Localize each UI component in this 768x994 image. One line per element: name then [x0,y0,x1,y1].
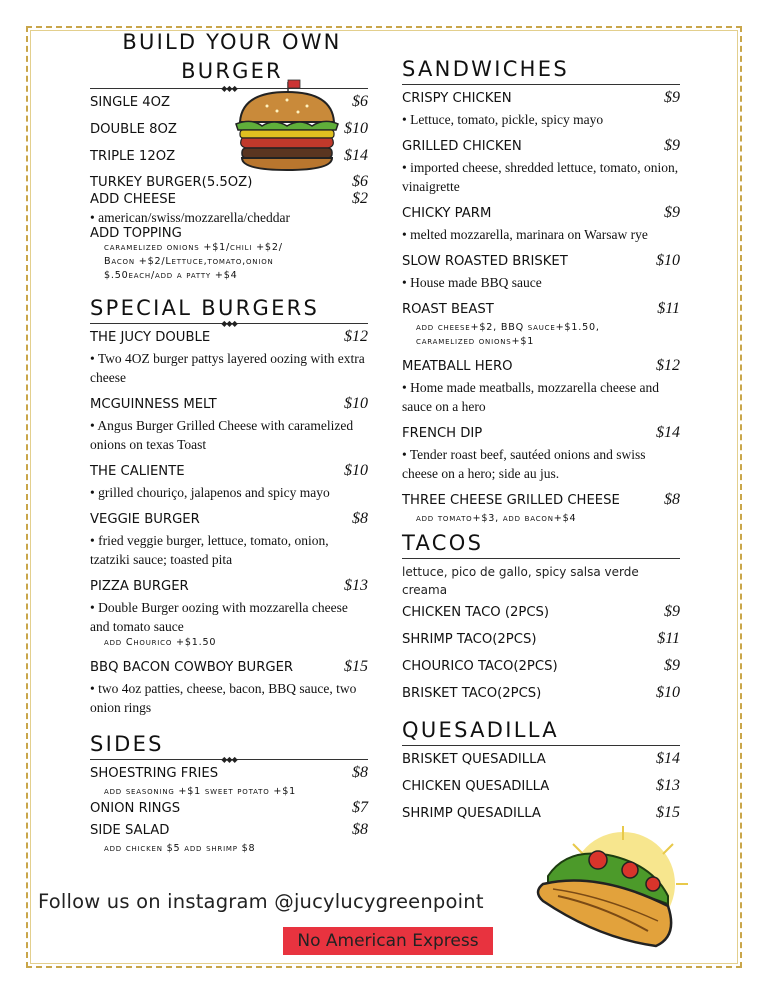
item-name: MEATBALL HERO [402,359,513,374]
item-price: $14 [656,424,680,441]
item-name: CRISPY CHICKEN [402,91,512,106]
instagram-follow-text: Follow us on instagram @jucylucygreenpoint [38,890,484,913]
build-burger-title-line2: BURGER [181,59,283,83]
item-note: caramelized onions+$1 [416,336,535,347]
menu-item [90,226,368,241]
item-note: $.50each/add a patty +$4 [104,270,238,281]
item-price: $10 [344,462,368,479]
menu-item [90,191,368,208]
menu-item [90,764,368,783]
section-divider [402,558,680,559]
item-price: $9 [664,657,680,674]
menu-item [90,658,368,677]
item-name: DOUBLE 8OZ [90,122,177,137]
item-name: SLOW ROASTED BRISKET [402,254,568,269]
item-price: $14 [656,750,680,767]
menu-item [402,300,680,319]
item-name: CHOURICO TACO(2PCS) [402,659,558,674]
section-divider: ◆◆◆ [90,759,368,760]
menu-item [90,577,368,596]
item-price: $2 [352,190,368,207]
item-name: ONION RINGS [90,801,181,816]
item-name: CHICKEN TACO (2PCS) [402,605,550,620]
item-name: THE CALIENTE [90,464,185,479]
item-price: $8 [352,510,368,527]
item-name: ROAST BEAST [402,302,494,317]
item-price: $9 [664,204,680,221]
item-price: $15 [344,658,368,675]
no-amex-badge: No American Express [283,927,493,955]
item-price: $12 [656,357,680,374]
item-price: $13 [656,777,680,794]
item-price: $12 [344,328,368,345]
menu-item [402,603,680,622]
menu-item [402,491,680,510]
menu-item [90,462,368,481]
item-name: ADD CHEESE [90,192,177,207]
item-description: • Lettuce, tomato, pickle, spicy mayo [402,112,604,127]
menu-item [402,777,680,796]
item-note: add Chourico +$1.50 [104,637,217,648]
menu-item [402,750,680,769]
quesadilla-title: QUESADILLA [402,718,559,742]
item-name: SHOESTRING FRIES [90,766,219,781]
item-price: $10 [344,120,368,137]
item-description: • Tender roast beef, sautéed onions and swiss cheese on a hero; side au jus. [402,447,646,481]
item-description: • american/swiss/mozzarella/cheddar [90,210,291,225]
menu-item [402,89,680,108]
item-name: SIDE SALAD [90,823,170,838]
item-name: BRISKET TACO(2PCS) [402,686,542,701]
item-price: $11 [657,300,680,317]
section-divider [402,84,680,85]
item-name: CHICKEN QUESADILLA [402,779,550,794]
item-name: THREE CHEESE GRILLED CHEESE [402,493,620,508]
item-description: • House made BBQ sauce [402,275,542,290]
tacos-description: lettuce, pico de gallo, spicy salsa verde creama [402,565,639,597]
item-name: ADD TOPPING [90,226,182,241]
item-description: • grilled chouriço, jalapenos and spicy mayo [90,485,330,500]
item-price: $7 [352,799,368,816]
item-name: FRENCH DIP [402,426,483,441]
menu-item [90,799,368,818]
item-price: $9 [664,137,680,154]
menu-item [402,137,680,156]
sandwiches-title: SANDWICHES [402,57,569,81]
item-name: SINGLE 4OZ [90,95,171,110]
item-name: GRILLED CHICKEN [402,139,522,154]
menu-item [402,424,680,443]
item-price: $11 [657,630,680,647]
item-name: PIZZA BURGER [90,579,189,594]
item-price: $10 [344,395,368,412]
item-name: CHICKY PARM [402,206,492,221]
menu-item [90,821,368,840]
item-note: add seasoning +$1 sweet potato +$1 [104,786,297,797]
item-price: $13 [344,577,368,594]
item-price: $8 [352,821,368,838]
item-name: BBQ BACON COWBOY BURGER [90,660,294,675]
section-divider [402,745,680,746]
item-name: VEGGIE BURGER [90,512,200,527]
taco-illustration [528,826,693,956]
item-name: TURKEY BURGER(5.5OZ) [90,175,253,190]
right-column [402,56,680,823]
item-price: $8 [352,764,368,781]
item-note: add chicken $5 add shrimp $8 [104,843,256,854]
item-name: BRISKET QUESADILLA [402,752,546,767]
item-description: • two 4oz patties, cheese, bacon, BBQ sauce, two onion rings [90,681,357,715]
item-price: $15 [656,804,680,821]
item-description: • Home made meatballs, mozzarella cheese and sauce on a hero [402,380,659,414]
item-name: MCGUINNESS MELT [90,397,217,412]
item-price: $6 [352,93,368,110]
item-price: $8 [664,491,680,508]
item-description: • melted mozzarella, marinara on Warsaw rye [402,227,648,242]
item-name: THE JUCY DOUBLE [90,330,211,345]
special-burgers-title: SPECIAL BURGERS [90,296,320,320]
section-divider: ◆◆◆ [90,88,368,89]
item-price: $10 [656,684,680,701]
item-price: $6 [352,173,368,190]
menu-item [402,684,680,703]
item-description: • Angus Burger Grilled Cheese with caramelized onions on texas Toast [90,418,354,452]
section-divider: ◆◆◆ [90,323,368,324]
item-price: $14 [344,147,368,164]
item-name: TRIPLE 12OZ [90,149,176,164]
sides-title: SIDES [90,732,164,756]
item-description: • Double Burger oozing with mozzarella cheese and tomato sauce [90,600,348,634]
menu-item [402,630,680,649]
item-note: add tomato+$3, add bacon+$4 [416,513,577,524]
menu-item [90,328,368,347]
item-note: Bacon +$2/Lettuce,tomato,onion [104,256,274,267]
item-price: $10 [656,252,680,269]
menu-item [402,657,680,676]
item-price: $9 [664,603,680,620]
build-burger-title-line1: BUILD YOUR OWN [122,30,342,54]
item-description: • Two 4OZ burger pattys layered oozing with extra cheese [90,351,365,385]
item-note: caramelized onions +$1/chili +$2/ [104,242,283,253]
item-name: SHRIMP QUESADILLA [402,806,541,821]
item-note: add cheese+$2, BBQ sauce+$1.50, [416,322,600,333]
menu-item [90,510,368,529]
item-price: $9 [664,89,680,106]
menu-item [402,252,680,271]
menu-item [402,804,680,823]
item-name: SHRIMP TACO(2PCS) [402,632,537,647]
menu-item [90,174,368,191]
menu-item [90,395,368,414]
menu-item [402,357,680,376]
item-description: • imported cheese, shredded lettuce, tomato, onion, vinaigrette [402,160,679,194]
menu-item [402,204,680,223]
burger-illustration [232,78,342,173]
tacos-title: TACOS [402,531,484,555]
item-description: • fried veggie burger, lettuce, tomato, onion, tzatziki sauce; toasted pita [90,533,329,567]
